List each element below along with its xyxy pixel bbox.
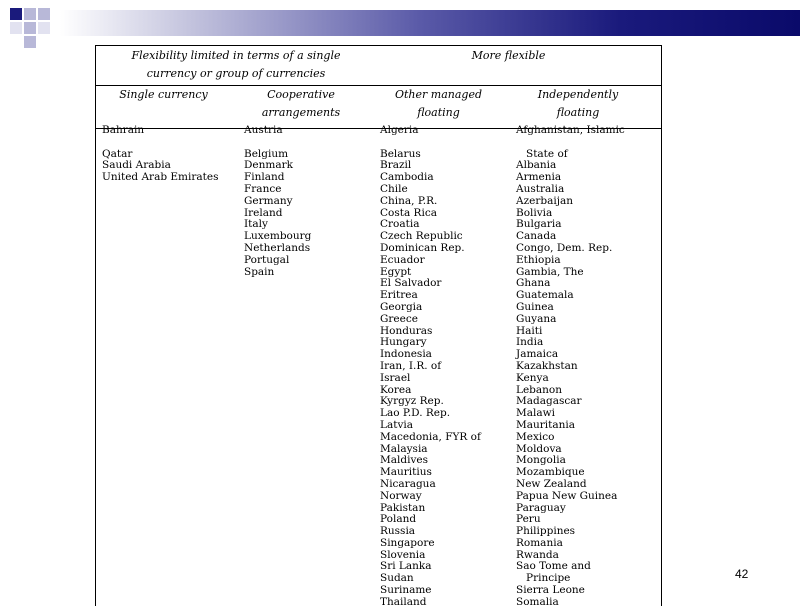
country-entry: Jamaica [516,348,559,361]
country-entry: Bahrain [102,124,145,136]
country-entry: Hungary [380,336,427,349]
country-entry: Congo, Dem. Rep. [516,241,613,254]
country-entry: Iran, I.R. of [380,359,442,372]
country-entry: Honduras [380,324,433,337]
decor-square-6 [24,36,36,48]
country-entry: Mongolia [516,454,566,467]
country-entry: Mozambique [516,466,585,479]
country-entry: Mexico [516,430,555,443]
country-entry: Guatemala [516,289,574,302]
country-entry: Kyrgyz Rep. [380,395,444,408]
country-entry: Georgia [380,300,423,313]
page-number: 42 [735,567,749,581]
column-other-managed [380,125,481,609]
country-entry: France [244,182,282,195]
decor-square-5 [10,22,22,34]
country-entry: Egypt [380,265,412,278]
column-independently [516,125,625,609]
country-entry: Principe [516,572,571,585]
country-entry: Bolivia [516,206,553,219]
country-entry: Eritrea [380,289,418,302]
country-entry: Austria [244,124,283,136]
country-entry: Romania [516,536,563,549]
country-entry: Lao P.D. Rep. [380,407,451,420]
header-limited: Flexibility limited in terms of a single currency or group of currencies [131,49,341,80]
country-entry: Lebanon [516,383,563,396]
country-entry: Singapore [380,536,435,549]
country-entry: Nicaragua [380,477,436,490]
country-entry: Philippines [516,525,576,538]
country-entry: New Zealand [516,477,587,490]
country-entry: India [516,336,544,349]
country-entry: Gambia, The [516,265,584,278]
country-entry: Finland [244,171,285,184]
country-entry: Ethiopia [516,253,561,266]
country-entry [102,137,218,149]
column-cooperative [244,125,311,278]
country-entry: Haiti [516,324,543,337]
country-entry: Latvia [380,418,414,431]
country-entry: Korea [380,383,412,396]
country-entry: Guinea [516,300,554,313]
column-single-currency [102,125,218,184]
country-entry: Suriname [380,584,432,597]
country-entry: Belgium [244,147,289,160]
country-entry: Costa Rica [380,206,437,219]
country-entry: Dominican Rep. [380,241,465,254]
exchange-regime-table [95,45,662,606]
country-entry: Norway [380,489,422,502]
country-entry: Russia [380,525,416,538]
country-entry: Brazil [380,159,412,172]
country-entry: Saudi Arabia [102,159,171,172]
country-entry: Madagascar [516,395,582,408]
country-entry: Macedonia, FYR of [380,430,481,443]
decor-square-7 [38,22,50,34]
country-entry: Mauritius [380,466,432,479]
country-entry: Rwanda [516,548,559,561]
country-entry: Ireland [244,206,283,219]
country-entry: Ghana [516,277,551,290]
country-entry: State of [516,147,568,160]
country-entry: Malawi [516,407,555,420]
country-entry: Slovenia [380,548,426,561]
country-entry: Sudan [380,572,414,585]
country-entry: Spain [244,265,275,278]
country-entry: Afghanistan, Islamic [516,124,625,136]
country-entry: Peru [516,513,541,526]
country-entry: Israel [380,371,411,384]
country-entry: Qatar [102,147,133,160]
country-entry [244,137,311,149]
header-other-managed: Other managed floating [394,88,482,119]
country-entry: Netherlands [244,241,311,254]
decor-square-2 [24,8,36,20]
country-entry: China, P.R. [380,194,438,207]
country-entry: Sierra Leone [516,584,585,597]
country-entry: Moldova [516,442,562,455]
country-entry: Portugal [244,253,290,266]
country-entry: Belarus [380,147,421,160]
header-band [0,10,800,36]
country-entry: Chile [380,182,408,195]
country-entry: Malaysia [380,442,428,455]
country-entry: United Arab Emirates [102,171,219,184]
country-entry: Kazakhstan [516,359,578,372]
decor-square-1 [10,8,22,20]
header-independently: Independently floating [537,88,619,119]
country-entry: Sri Lanka [380,560,432,573]
country-entry: Pakistan [380,501,426,514]
country-entry: El Salvador [380,277,442,290]
country-entry: Ecuador [380,253,425,266]
country-entry: Mauritania [516,418,576,431]
country-entry: Albania [516,159,557,172]
country-entry: Maldives [380,454,428,467]
country-entry [380,137,481,149]
country-entry: Poland [380,513,417,526]
country-entry: Luxembourg [244,230,312,243]
country-entry: Indonesia [380,348,432,361]
decor-square-3 [38,8,50,20]
country-entry: Greece [380,312,418,325]
country-entry: Azerbaijan [516,194,573,207]
country-entry: Czech Republic [380,230,463,243]
country-entry: Guyana [516,312,557,325]
country-entry: Thailand [380,595,427,608]
country-entry: Denmark [244,159,293,172]
header-single-currency: Single currency [119,88,208,101]
country-entry: Croatia [380,218,420,231]
country-entry: Germany [244,194,293,207]
country-entry: Algeria [380,124,419,136]
header-flexible: More flexible [471,49,546,62]
country-entry: Papua New Guinea [516,489,618,502]
country-entry: Sao Tome and [516,560,591,573]
country-entry: Armenia [516,171,562,184]
country-entry [516,137,625,149]
country-entry: Australia [516,182,565,195]
country-entry: Somalia [516,595,559,608]
header-cooperative: Cooperative arrangements [261,88,341,119]
country-entry: Bulgaria [516,218,562,231]
country-entry: Paraguay [516,501,566,514]
country-entry: Italy [244,218,268,231]
decor-square-4 [24,22,36,34]
country-entry: Canada [516,230,557,243]
country-entry: Kenya [516,371,549,384]
country-entry: Cambodia [380,171,434,184]
